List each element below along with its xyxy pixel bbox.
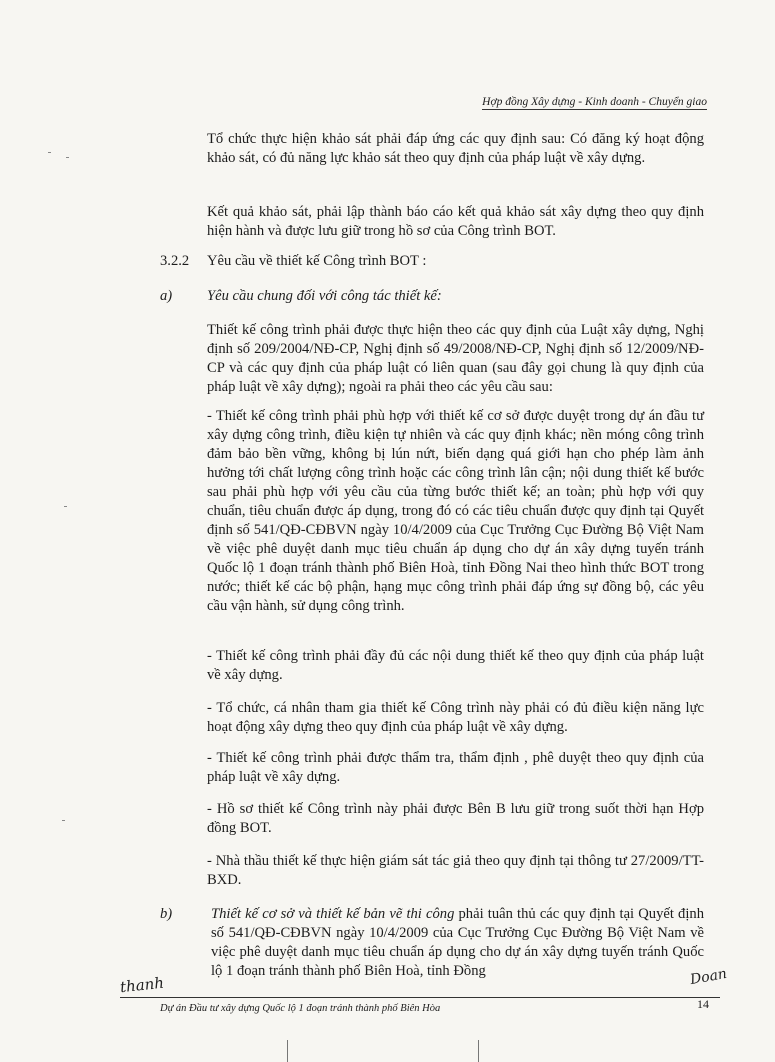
paragraph-item-b [211,905,704,981]
scan-mark [48,152,51,153]
item-b-title: Thiết kế cơ sở và thiết kế bản vẽ thi công [211,906,455,922]
section-title: Yêu cầu về thiết kế Công trình BOT : [207,253,427,269]
scan-edge-line [478,1040,479,1062]
signature-left: thanh [119,973,165,997]
item-b-text: phải tuân thủ các quy định tại Quyết định số 541/QĐ-CĐBVN ngày 10/4/2009 của Cục Trưởng Cục Đường Bộ Việt Nam về việc phê duyệt danh mục tiêu chuẩn áp dụng cho dự án xây dựng tuyến tránh Quốc lộ 1 đoạn tránh thành phố Biên Hoà, tỉnh Đồng [211,906,704,979]
paragraph-design-rules: Thiết kế công trình phải được thực hiện theo các quy định của Luật xây dựng, Nghị định số 209/2004/NĐ-CP, Nghị định số 49/2008/NĐ-CP, Nghị định số 12/2009/NĐ-CP và các quy định của pháp luật có liên quan (sau đây gọi chung là quy định của pháp luật về xây dựng); ngoài ra phải theo các yêu cầu sau: [207,322,704,395]
paragraph-design-approval: - Thiết kế công trình phải được thẩm tra, thẩm định , phê duyệt theo quy định của pháp luật về xây dựng. [207,750,704,785]
paragraph-design-organization: - Tổ chức, cá nhân tham gia thiết kế Công trình này phải có đủ điều kiện năng lực hoạt động xây dựng theo quy định của pháp luật về xây dựng. [207,700,704,735]
item-a-label: a) [160,288,173,304]
item-a-title: Yêu cầu chung đối với công tác thiết kế: [207,288,442,304]
running-header: Hợp đồng Xây dựng - Kinh doanh - Chuyển giao [482,96,707,108]
paragraph-design-supervision: - Nhà thầu thiết kế thực hiện giám sát tác giả theo quy định tại thông tư 27/2009/TT-BXD. [207,853,704,888]
paragraph-survey-results: Kết quả khảo sát, phải lập thành báo cáo kết quả khảo sát xây dựng theo quy định hiện hành và được lưu giữ trong hồ sơ của Công trình BOT. [207,204,704,239]
scan-mark [64,506,67,507]
scan-mark [62,820,65,821]
footer-text: Dự án Đầu tư xây dựng Quốc lộ 1 đoạn tránh thành phố Biên Hòa [160,1003,441,1014]
paragraph-survey-organization: Tổ chức thực hiện khảo sát phải đáp ứng các quy định sau: Có đăng ký hoạt động khảo sát, có đủ năng lực khảo sát theo quy định của pháp luật về xây dựng. [207,131,704,166]
footer-divider [120,997,720,998]
item-b-label: b) [160,906,173,922]
paragraph-design-requirements: - Thiết kế công trình phải phù hợp với thiết kế cơ sở được duyệt trong dự án đầu tư xây dựng công trình, điều kiện tự nhiên và các quy định khác; nền móng công trình đảm bảo bền vững, không bị lún nứt, biến dạng quá giới hạn cho phép làm ảnh hưởng tới chất lượng công trình hoặc các công trình lân cận; nội dung thiết kế bước sau phải phù hợp với yêu cầu của từng bước thiết kế; an toàn; phù hợp với quy chuẩn, tiêu chuẩn được áp dụng, trong đó có các tiêu chuẩn được quy định tại Quyết định số 541/QĐ-CĐBVN ngày 10/4/2009 của Cục Trưởng Cục Đường Bộ Việt Nam về việc phê duyệt danh mục tiêu chuẩn áp dụng cho dự án xây dựng tuyến tránh Quốc lộ 1 đoạn tránh thành phố Biên Hoà, tỉnh Đồng Nai theo hình thức BOT trong nước; thiết kế các bộ phận, hạng mục công trình phải đáp ứng sự đồng bộ, các yêu cầu vận hành, sử dụng công trình. [207,408,704,614]
signature-right: Doan [688,965,729,989]
paragraph-design-records: - Hồ sơ thiết kế Công trình này phải được Bên B lưu giữ trong suốt thời hạn Hợp đồng BOT. [207,801,704,836]
scan-edge-line [287,1040,288,1062]
paragraph-design-content: - Thiết kế công trình phải đầy đủ các nội dung thiết kế theo quy định của pháp luật về xây dựng. [207,648,704,683]
section-number: 3.2.2 [160,253,190,269]
scan-mark [66,157,69,158]
page-number: 14 [697,997,709,1011]
